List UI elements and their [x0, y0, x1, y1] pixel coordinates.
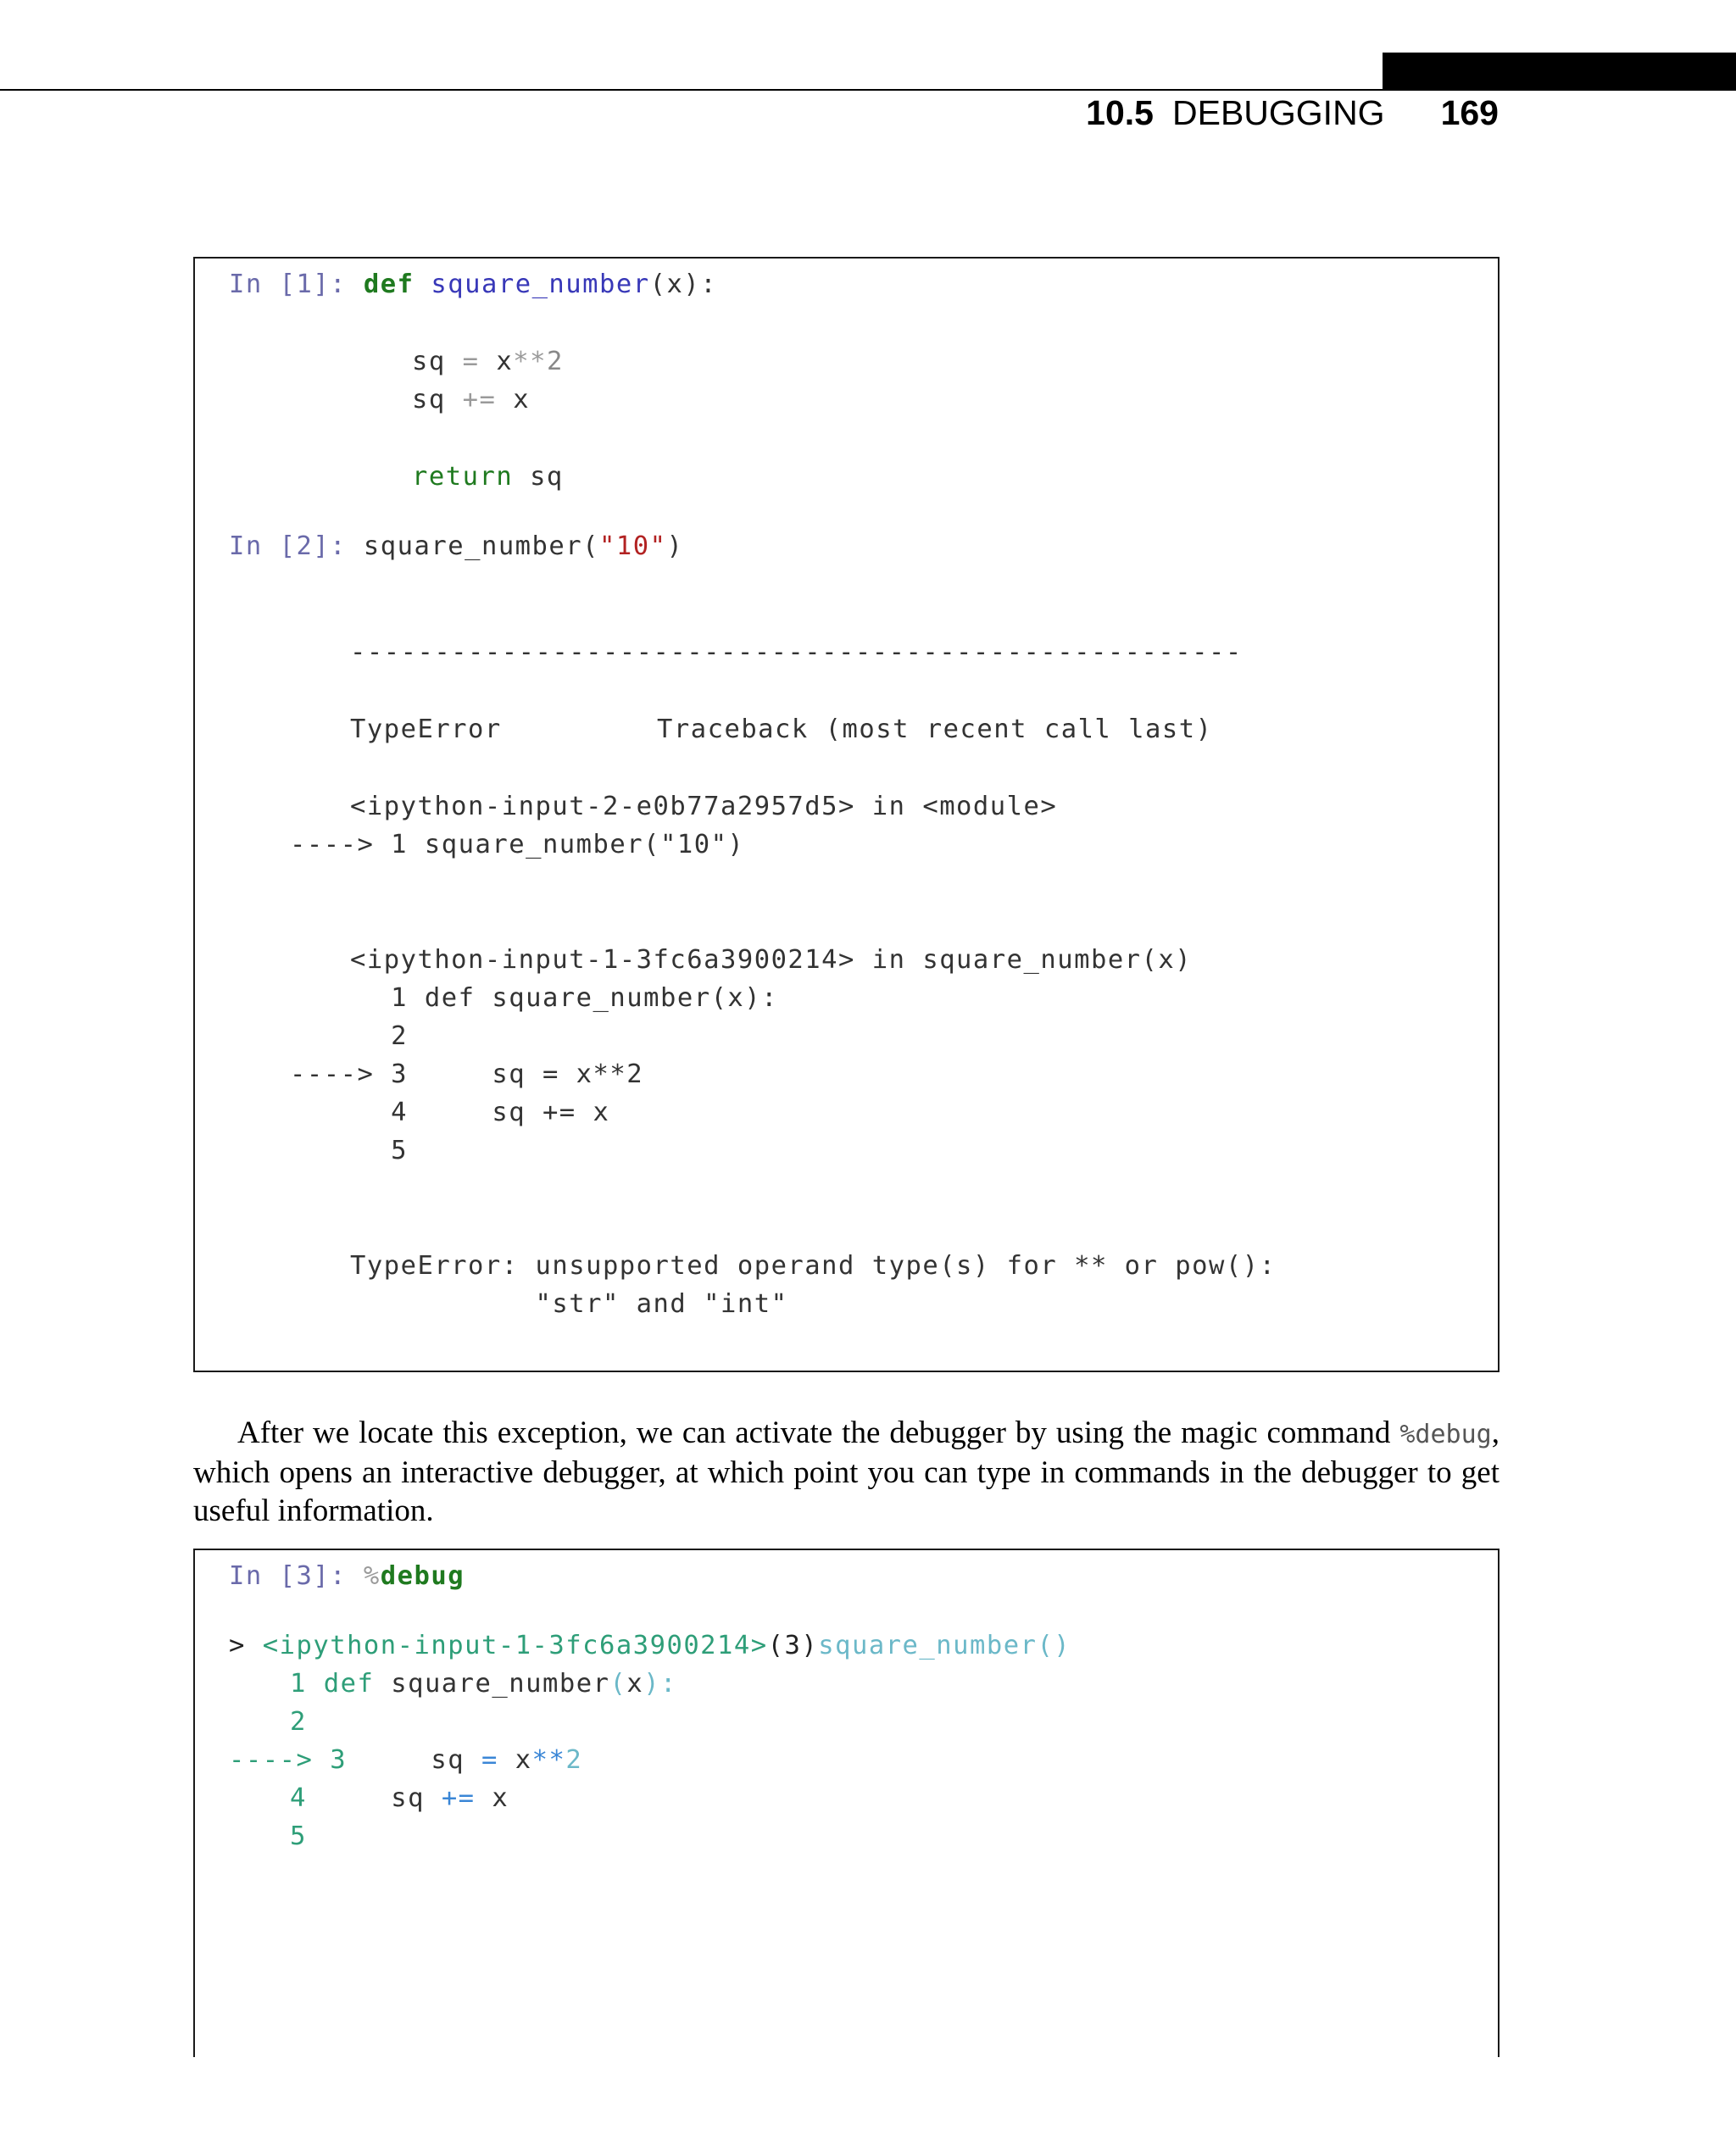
- running-head: [1086, 93, 1499, 144]
- body-paragraph: [193, 1414, 1500, 1530]
- code-token: x: [492, 1783, 509, 1813]
- code-token: ):: [643, 1669, 677, 1699]
- debugger-source-line-4: [290, 1779, 509, 1817]
- code-token: square_number: [391, 1669, 610, 1699]
- code-token: sq: [431, 1745, 465, 1775]
- code-token: sq: [530, 462, 564, 492]
- cell1-line-return: [412, 458, 564, 496]
- paragraph-inline-code: %debug: [1399, 1420, 1492, 1449]
- section-number: 10.5: [1086, 93, 1154, 132]
- code-token: 2: [546, 347, 564, 376]
- cell1-prompt: In [1]:: [229, 270, 348, 299]
- cell3-magic-line: [229, 1557, 465, 1595]
- code-token: "10": [599, 531, 667, 561]
- traceback-frame2-line-3: ----> 3 sq = x**2: [290, 1059, 644, 1089]
- traceback-frame2-line-2: 2: [290, 1021, 409, 1051]
- code-token: square_number(: [363, 531, 599, 561]
- code-token: return: [412, 462, 514, 492]
- code-token: 2: [290, 1707, 307, 1737]
- cell1-func-args: (x):: [649, 270, 718, 299]
- traceback-dashes: -----------------------------------------------------: [350, 637, 1243, 667]
- page-number: 169: [1440, 93, 1499, 132]
- code-cell-1-2-box: [193, 257, 1500, 1372]
- code-token: **: [531, 1745, 566, 1775]
- traceback-error-name: TypeError: [350, 715, 502, 744]
- cell2-prompt: In [2]:: [229, 531, 348, 561]
- code-cell-3-box: [193, 1549, 1500, 2057]
- code-token: <ipython-input-1-3fc6a3900214>: [262, 1631, 768, 1660]
- error-message-line-1: TypeError: unsupported operand type(s) for ** or pow():: [350, 1251, 1277, 1281]
- cell1-func-name: square_number: [431, 270, 650, 299]
- traceback-frame2-line-1: 1 def square_number(x):: [290, 983, 779, 1013]
- code-token: x: [626, 1669, 644, 1699]
- cell3-prompt: In [3]:: [229, 1561, 348, 1591]
- code-token: x: [515, 1745, 532, 1775]
- code-token: %: [363, 1561, 381, 1591]
- traceback-title: Traceback (most recent call last): [657, 715, 1213, 744]
- cell1-def-kw: def: [363, 270, 415, 299]
- paragraph-text-before: After we locate this exception, we can activate the debugger by using the magic command: [237, 1415, 1400, 1450]
- code-token: ): [666, 531, 684, 561]
- code-token: 5: [290, 1821, 307, 1851]
- code-token: =: [462, 347, 480, 376]
- code-token: ---->: [229, 1745, 314, 1775]
- header-black-tab: [1383, 53, 1736, 90]
- code-token: sq: [412, 347, 446, 376]
- code-token: def: [323, 1669, 375, 1699]
- code-token: 2: [565, 1745, 583, 1775]
- debugger-source-line-1: [290, 1665, 677, 1703]
- code-token: >: [229, 1631, 246, 1660]
- code-token: x: [496, 347, 514, 376]
- cell2-call-line: [229, 527, 683, 565]
- code-token: =: [481, 1745, 498, 1775]
- code-token: +=: [462, 385, 497, 414]
- cell1-line-sq-pow: [412, 342, 564, 381]
- code-token: x: [513, 385, 531, 414]
- traceback-frame1-line: ----> 1 square_number("10"): [290, 830, 745, 859]
- code-token: 4: [290, 1783, 307, 1813]
- cell1-def-line: [229, 265, 717, 303]
- traceback-frame2-line-5: 5: [290, 1136, 409, 1165]
- traceback-frame1-header: <ipython-input-2-e0b77a2957d5> in <module>: [350, 792, 1058, 821]
- section-title: DEBUGGING: [1171, 93, 1385, 132]
- code-token: 3: [330, 1745, 348, 1775]
- debugger-location-line: [229, 1627, 1071, 1665]
- traceback-frame2-line-4: 4 sq += x: [290, 1098, 610, 1127]
- code-token: **: [513, 347, 547, 376]
- code-token: +=: [441, 1783, 476, 1813]
- code-token: 1: [290, 1669, 307, 1699]
- code-token: (: [609, 1669, 627, 1699]
- code-token: square_number(): [818, 1631, 1071, 1660]
- code-token: debug: [380, 1561, 465, 1591]
- debugger-source-line-3: [229, 1741, 582, 1779]
- code-token: sq: [412, 385, 446, 414]
- code-token: sq: [391, 1783, 425, 1813]
- code-token: (3): [767, 1631, 819, 1660]
- debugger-source-line-5: [290, 1817, 307, 1855]
- header-rule: [0, 89, 1736, 91]
- traceback-frame2-header: <ipython-input-1-3fc6a3900214> in square_number(x): [350, 945, 1193, 975]
- error-message-line-2: "str" and "int": [350, 1289, 788, 1319]
- debugger-source-line-2: [290, 1703, 307, 1741]
- cell1-line-sq-add: [412, 381, 530, 419]
- paragraph-text-after: , which opens an interactive debugger, at which point you can type in commands in the debugger to get useful information.: [193, 1415, 1500, 1528]
